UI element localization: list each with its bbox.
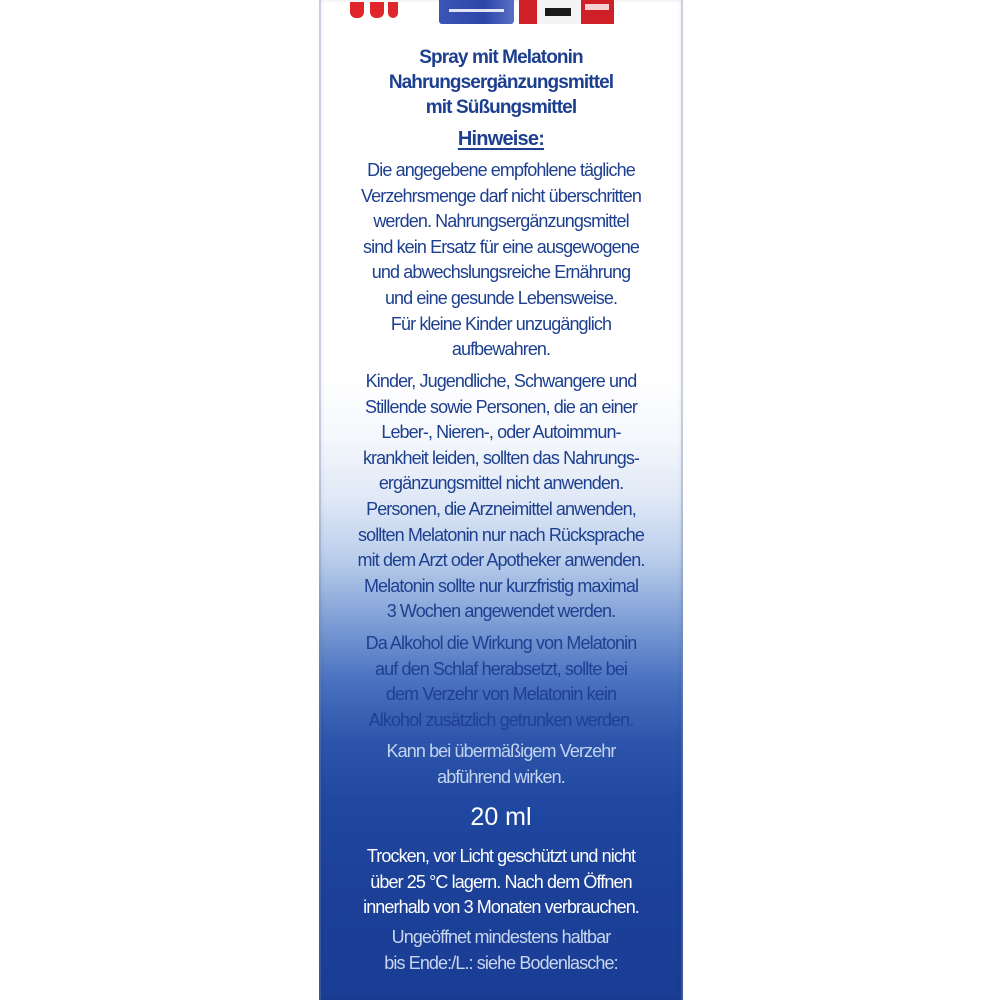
title-line: mit Süßungsmittel [425,97,577,118]
text-line: Alkohol zusätzlich getrunken werden. [368,709,634,730]
red-white-label-graphic [519,0,614,24]
notes-paragraph-3 [319,631,683,733]
title-line: Spray mit Melatonin [419,47,583,68]
text-line: Kann bei übermäßigem Verzehr [386,741,616,761]
text-line: abführend wirken. [437,766,565,787]
text-line: Die angegebene empfohlene tägliche [367,160,635,180]
text-line: Kinder, Jugendliche, Schwangere und [365,371,637,391]
red-logo-graphic [344,0,404,22]
text-line: Stillende sowie Personen, die an einer [365,396,637,417]
storage-instructions [319,844,683,921]
text-line: mit dem Arzt oder Apotheker anwenden. [357,550,645,571]
text-line: bis Ende:/L.: siehe Bodenlasche: [384,952,618,973]
text-line: Melatonin sollte nur kurzfristig maximal [363,575,639,596]
top-printed-strip [319,0,683,26]
text-line: sollten Melatonin nur nach Rücksprache [358,524,644,545]
text-line: und eine gesunde Lebensweise. [384,287,618,308]
product-title [319,45,683,120]
notes-heading: Hinweise: [457,128,545,150]
text-line: werden. Nahrungsergänzungsmittel [373,211,629,232]
text-line: und abwechslungsreiche Ernährung [371,262,631,283]
text-line: über 25 °C lagern. Nach dem Öffnen [370,871,632,892]
text-line: Da Alkohol die Wirkung von Melatonin [365,633,637,653]
text-line: Personen, die Arzneimittel anwenden, [366,498,636,519]
text-line: Ungeöffnet mindestens haltbar [391,927,611,947]
text-line: sind kein Ersatz für eine ausgewogene [363,236,639,257]
volume-label: 20 ml [470,803,532,831]
product-box-side [319,0,683,1000]
title-line: Nahrungsergänzungsmittel [388,72,614,93]
blue-logo-graphic [439,0,514,24]
notes-paragraph-4 [319,739,683,790]
text-line: innerhalb von 3 Monaten verbrauchen. [363,897,639,918]
shelf-life-note [319,925,683,976]
notes-paragraph-1 [319,158,683,363]
text-line: dem Verzehr von Melatonin kein [385,684,617,705]
notes-paragraph-2 [319,369,683,625]
text-line: ergänzungsmittel nicht anwenden. [378,473,624,494]
text-line: aufbewahren. [451,339,551,360]
text-line: Für kleine Kinder unzugänglich [390,313,612,334]
text-line: 3 Wochen angewendet werden. [386,601,616,622]
text-line: krankheit leiden, sollten das Nahrungs- [362,447,640,468]
text-line: Verzehrsmenge darf nicht überschritten [361,185,641,206]
text-line: Trocken, vor Licht geschützt und nicht [366,846,636,866]
text-line: Leber-, Nieren-, oder Autoimmun- [381,422,621,443]
text-line: auf den Schlaf herabsetzt, sollte bei [375,658,627,679]
